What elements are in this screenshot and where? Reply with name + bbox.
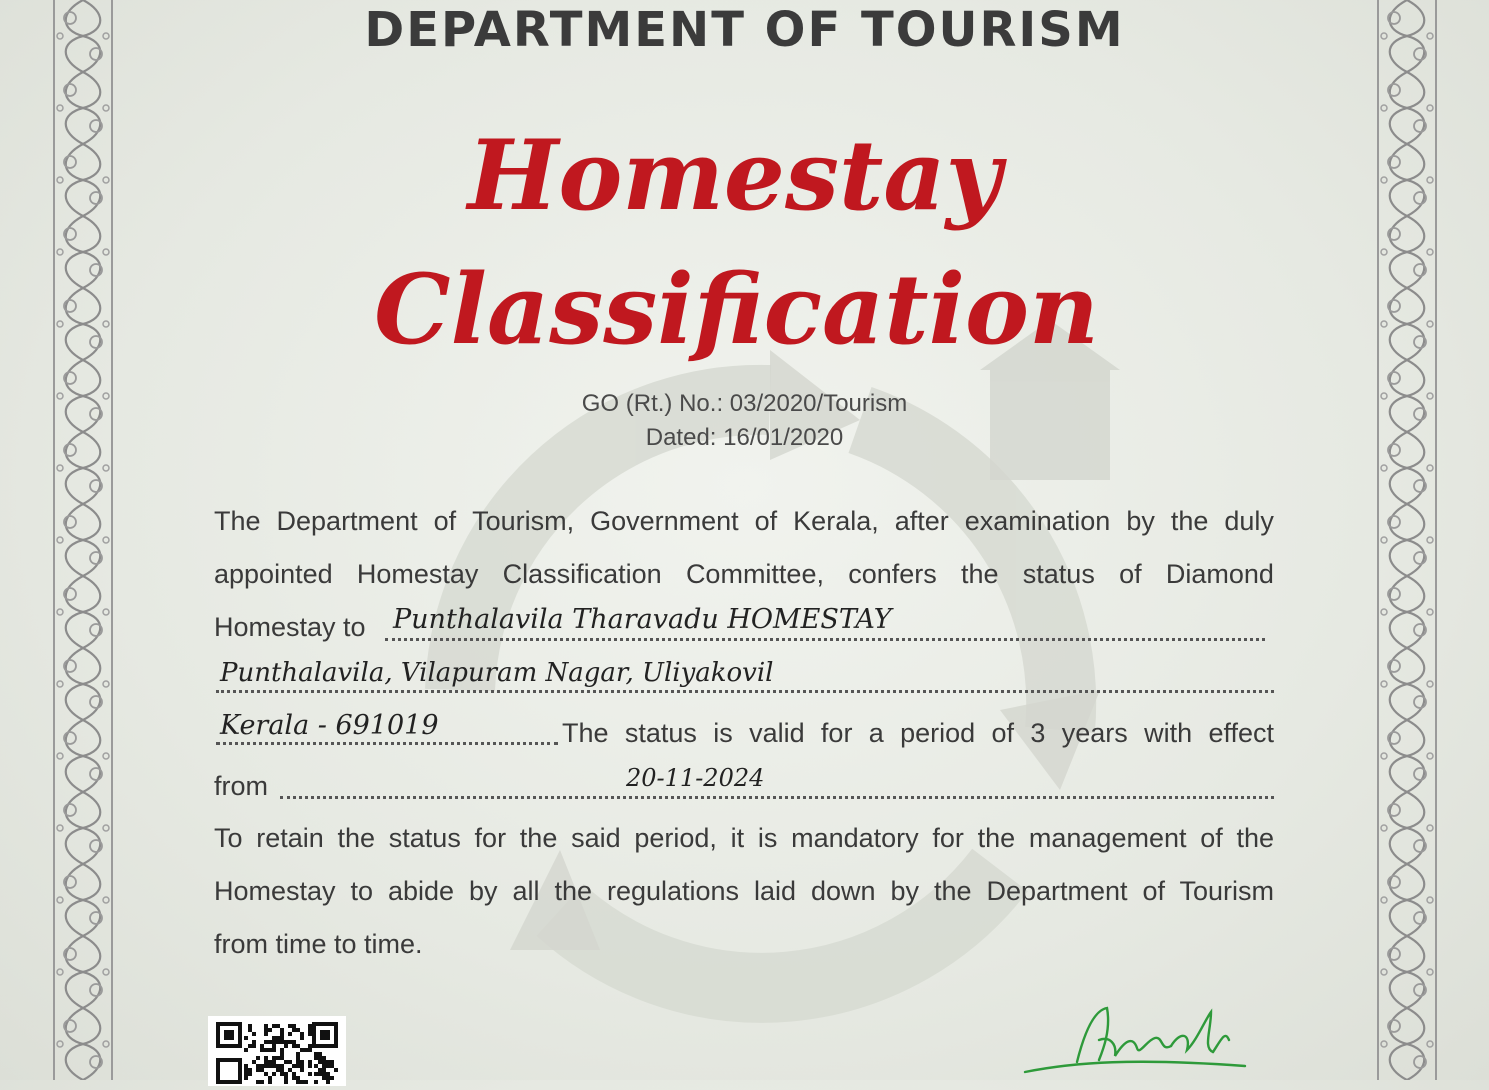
word: examination xyxy=(964,506,1111,536)
word: by xyxy=(1126,506,1155,536)
word: The xyxy=(214,506,261,536)
word: after xyxy=(894,506,949,536)
word: of xyxy=(754,506,778,536)
paragraph-line-2 xyxy=(214,559,1274,590)
department-heading: DEPARTMENT OF TOURISM xyxy=(364,2,1125,58)
word: Homestay xyxy=(356,559,479,589)
word: of xyxy=(1119,559,1142,589)
word: status xyxy=(1022,559,1095,589)
word: confers xyxy=(848,559,937,589)
certificate-title-line2: Classification xyxy=(374,253,1099,366)
word: of xyxy=(433,506,457,536)
validity-text: The status is valid for a period of 3 years with effect xyxy=(562,718,1274,748)
address-line-2: Kerala - 691019 xyxy=(220,710,439,741)
paragraph2-line-2: Homestay to abide by all the regulations laid down by the Department of Tourism xyxy=(214,876,1274,906)
dotted-line xyxy=(216,742,558,745)
from-label: from xyxy=(214,771,268,801)
go-number: GO (Rt.) No.: 03/2020/Tourism xyxy=(581,390,908,417)
word: appointed xyxy=(214,559,333,589)
word: Tourism, xyxy=(472,506,575,536)
word: the xyxy=(961,559,999,589)
word: Diamond xyxy=(1165,559,1274,589)
address-line-1: Punthalavila, Vilapuram Nagar, Uliyakovil xyxy=(220,658,774,688)
word: Department xyxy=(276,506,418,536)
paragraph-line-1 xyxy=(214,506,1274,537)
dotted-line xyxy=(280,796,1274,799)
paragraph2-line-1: To retain the status for the said period, it is mandatory for the management of the xyxy=(214,823,1274,853)
homestay-to-label: Homestay to xyxy=(214,612,366,642)
certificate-title-line1: Homestay xyxy=(467,119,1002,232)
word: Kerala, xyxy=(793,506,879,536)
paragraph2-line-3: from time to time. xyxy=(214,929,423,959)
word: Committee, xyxy=(685,559,824,589)
word: Classification xyxy=(502,559,662,589)
word: duly xyxy=(1224,506,1274,536)
effective-date: 20-11-2024 xyxy=(626,764,765,792)
homestay-name: Punthalavila Tharavadu HOMESTAY xyxy=(393,604,892,635)
word: the xyxy=(1170,506,1209,536)
word: Government xyxy=(590,506,739,536)
go-date: Dated: 16/01/2020 xyxy=(645,424,844,451)
qr-code-icon xyxy=(208,1016,346,1086)
signature-icon xyxy=(1015,1000,1255,1080)
dotted-line xyxy=(216,690,1274,693)
dotted-line xyxy=(385,638,1265,641)
